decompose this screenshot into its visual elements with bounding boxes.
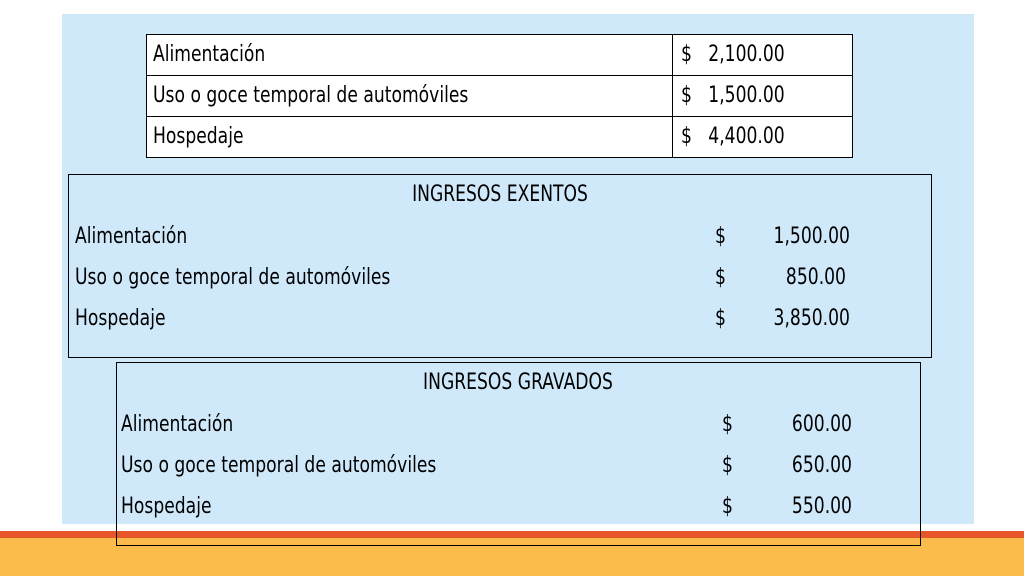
- taxed-row-amount: 650.00: [791, 453, 852, 478]
- table-row: [147, 117, 853, 158]
- amount-value: [681, 44, 814, 66]
- exempt-row-label: Alimentación: [75, 224, 188, 249]
- table-cell-concept: [147, 76, 673, 117]
- exempt-row-amount: 3,850.00: [773, 306, 850, 331]
- table-cell-amount: [672, 76, 852, 117]
- exempt-row-amount: 1,500.00: [773, 224, 850, 249]
- concept-label: Alimentación: [153, 42, 266, 67]
- concepts-table: [146, 34, 853, 158]
- taxed-row-label: Alimentación: [121, 412, 234, 437]
- amount-number: 1,500.00: [708, 83, 785, 108]
- table-cell-concept: [147, 117, 673, 158]
- amount-value: [681, 85, 814, 107]
- exempt-row-amount: 850.00: [785, 265, 846, 290]
- table-cell-amount: [672, 117, 852, 158]
- concept-label: Uso o goce temporal de automóviles: [153, 83, 469, 108]
- exempt-row-currency: $: [715, 224, 726, 249]
- currency-sign: $: [680, 83, 692, 108]
- amount-number: 2,100.00: [708, 42, 785, 67]
- taxed-row-amount: 550.00: [791, 494, 852, 519]
- exempt-row-label: Hospedaje: [75, 306, 166, 331]
- exempt-row-currency: $: [715, 265, 726, 290]
- currency-sign: $: [680, 42, 692, 67]
- amount-value: [681, 126, 814, 148]
- table-cell-amount: [672, 35, 852, 76]
- taxed-row-currency: $: [722, 412, 733, 437]
- taxed-row-currency: $: [722, 494, 733, 519]
- taxed-row-label: Hospedaje: [121, 494, 212, 519]
- table-cell-concept: [147, 35, 673, 76]
- taxed-income-title: INGRESOS GRAVADOS: [423, 370, 613, 395]
- concept-label: Hospedaje: [153, 124, 244, 149]
- taxed-row-currency: $: [722, 453, 733, 478]
- table-row: [147, 35, 853, 76]
- exempt-row-currency: $: [715, 306, 726, 331]
- taxed-row-amount: 600.00: [791, 412, 852, 437]
- exempt-row-label: Uso o goce temporal de automóviles: [75, 265, 391, 290]
- table-row: [147, 76, 853, 117]
- taxed-row-label: Uso o goce temporal de automóviles: [121, 453, 437, 478]
- amount-number: 4,400.00: [708, 124, 785, 149]
- exempt-income-title: INGRESOS EXENTOS: [412, 182, 588, 207]
- currency-sign: $: [680, 124, 692, 149]
